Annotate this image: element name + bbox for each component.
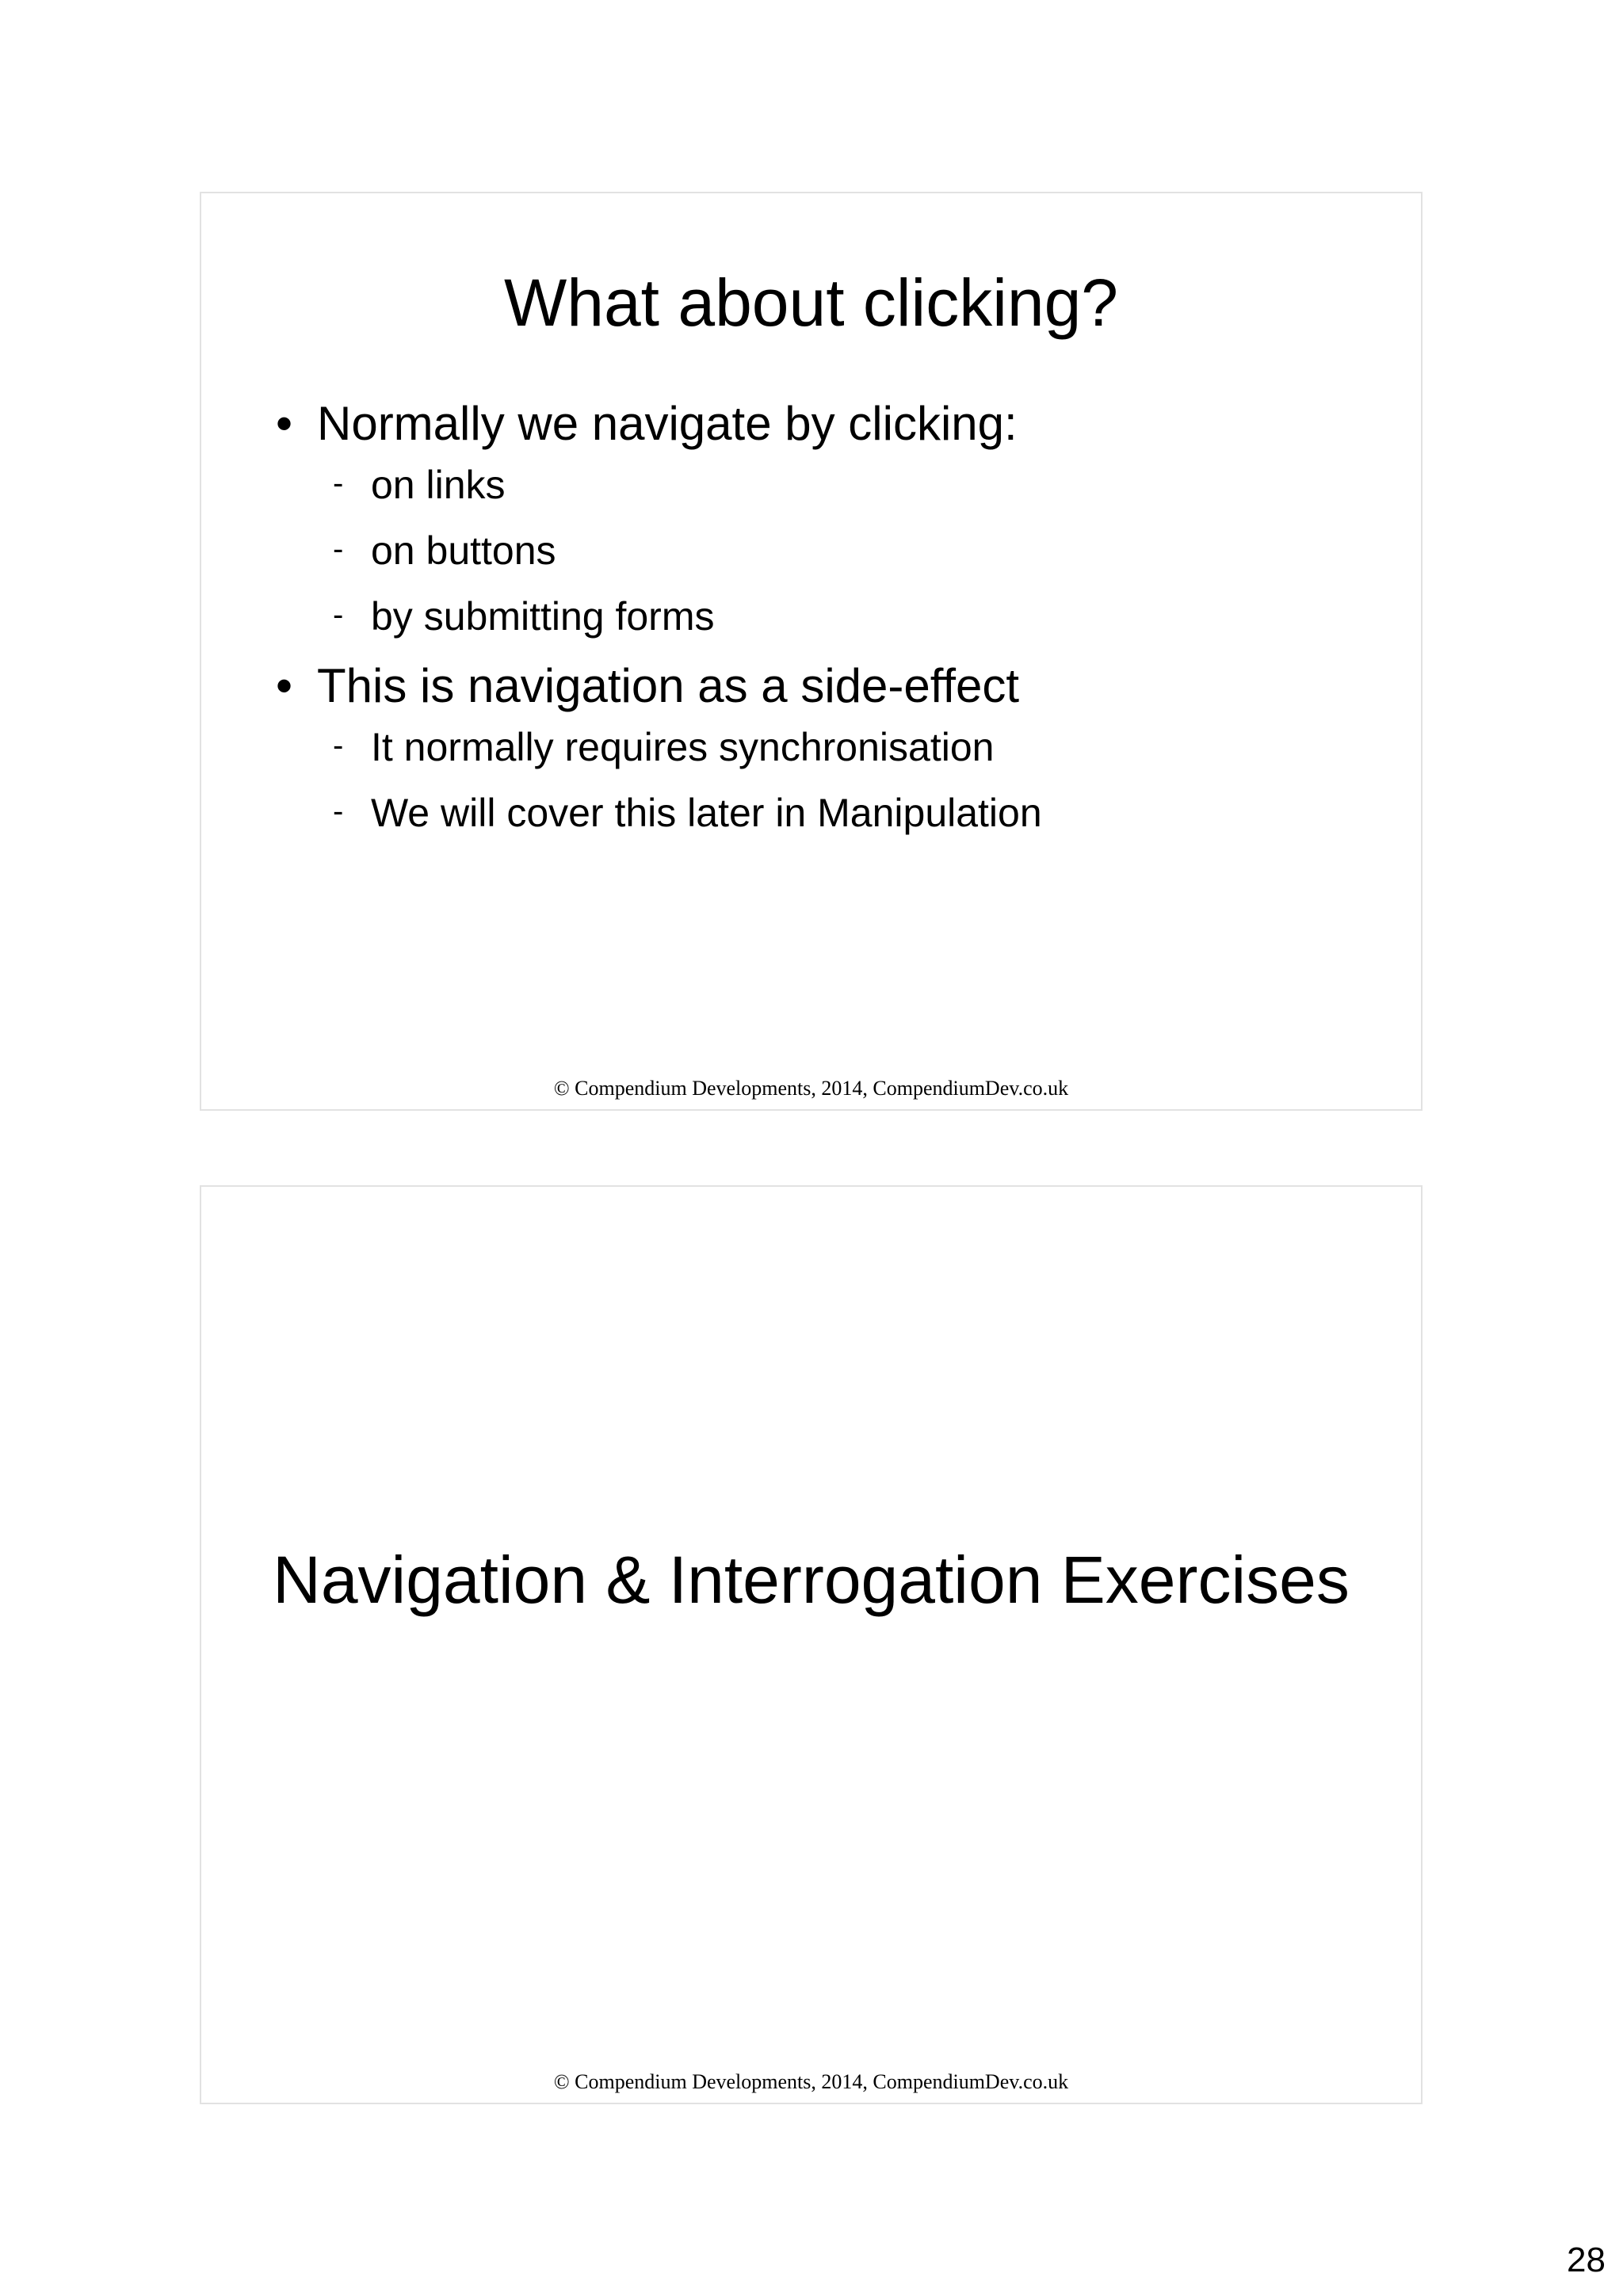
bullet-text: Normally we navigate by clicking: [317,397,1018,450]
slide-what-about-clicking [200,192,1423,1111]
bullet-list [276,397,1042,856]
sub-bullet-text: It normally requires synchronisation [371,725,995,769]
sub-bullet-item [317,528,1042,574]
sub-bullet-text: on buttons [371,528,556,573]
bullet-marker: • [276,397,293,450]
sub-bullet-item [317,462,1042,508]
section-title: Navigation & Interrogation Exercises [273,1543,1350,1617]
slide-title: What about clicking? [503,265,1119,340]
sub-bullet-marker: - [333,597,344,632]
slide-section-exercises [200,1185,1423,2104]
sub-bullet-list [317,462,1042,639]
sub-bullet-item [317,593,1042,639]
bullet-text: This is navigation as a side-effect [317,659,1020,712]
slide-footer-copyright: © Compendium Developments, 2014, CompendiumDev.co.uk [553,2070,1069,2093]
sub-bullet-text: by submitting forms [371,594,715,639]
page-number: 28 [1567,2241,1606,2279]
slide-footer-copyright: © Compendium Developments, 2014, CompendiumDev.co.uk [553,1077,1069,1100]
sub-bullet-marker: - [333,794,344,829]
sub-bullet-text: on links [371,463,506,507]
sub-bullet-marker: - [333,532,344,566]
sub-bullet-list [317,724,1042,836]
sub-bullet-marker: - [333,728,344,763]
sub-bullet-item [317,790,1042,836]
bullet-marker: • [276,659,293,712]
sub-bullet-text: We will cover this later in Manipulation [371,791,1042,835]
bullet-item [276,397,1042,639]
sub-bullet-marker: - [333,466,344,501]
sub-bullet-item [317,724,1042,770]
bullet-item [276,659,1042,836]
